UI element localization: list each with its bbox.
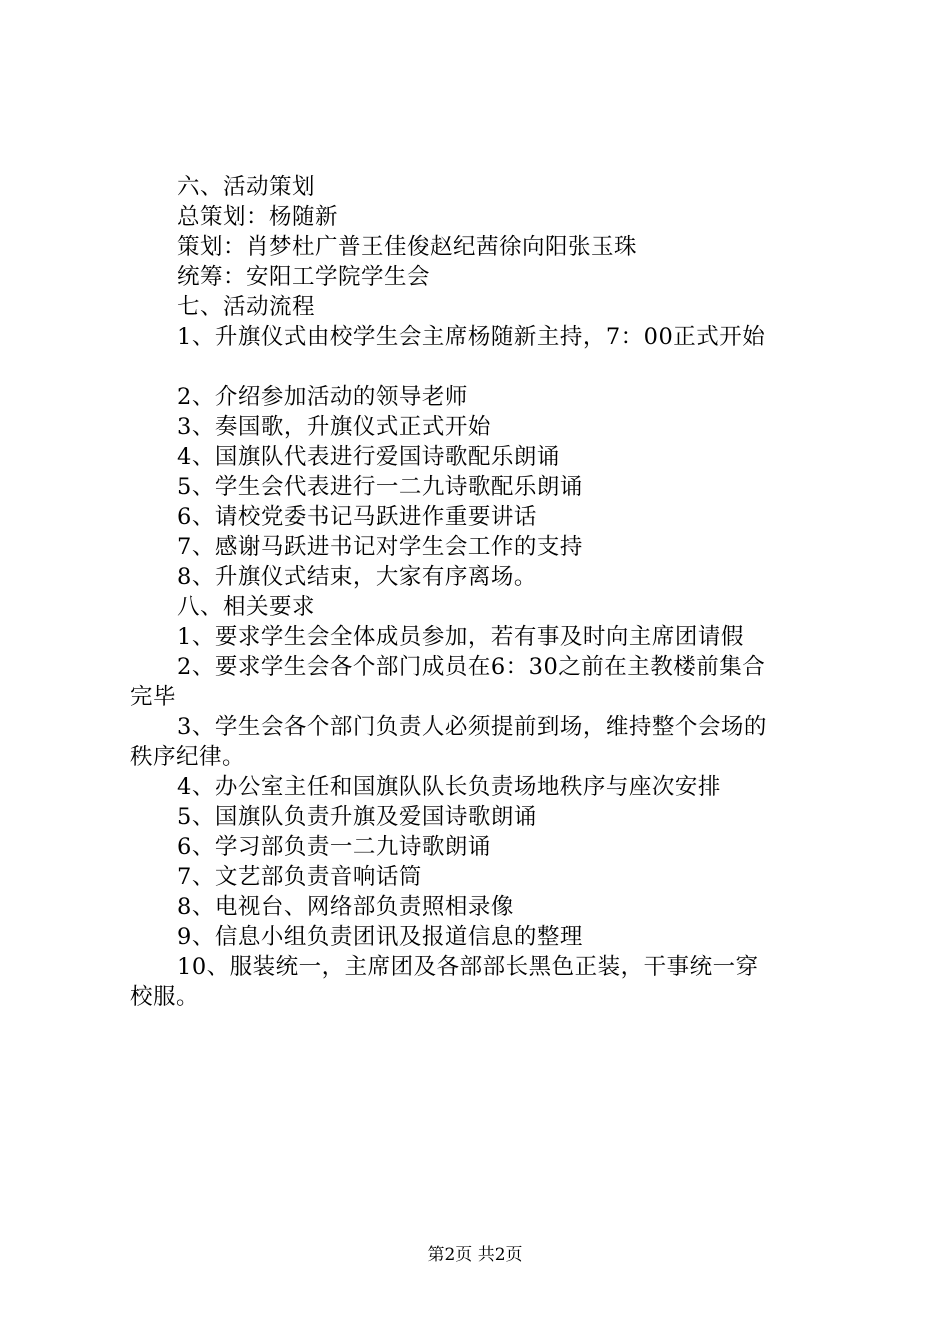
process-item: 2、介绍参加活动的领导老师: [177, 384, 468, 410]
requirement-item: 5、国旗队负责升旗及爱国诗歌朗诵: [177, 804, 537, 830]
requirement-item: 8、电视台、网络部负责照相录像: [177, 894, 514, 920]
process-item: 6、请校党委书记马跃进作重要讲话: [177, 504, 537, 530]
process-item: 8、升旗仪式结束，大家有序离场。: [177, 564, 537, 590]
section-heading-activity-process: 七、活动流程: [177, 294, 316, 320]
process-item: 3、奏国歌，升旗仪式正式开始: [177, 414, 491, 440]
planners-line: 策划：肖梦杜广普王佳俊赵纪茜徐向阳张玉珠: [177, 234, 638, 260]
process-item: 1、升旗仪式由校学生会主席杨随新主持，7：00正式开始: [177, 324, 766, 350]
process-item: 4、国旗队代表进行爱国诗歌配乐朗诵: [177, 444, 560, 470]
requirement-item: 10、服装统一，主席团及各部部长黑色正装，干事统一穿: [177, 954, 759, 980]
process-item: 7、感谢马跃进书记对学生会工作的支持: [177, 534, 583, 560]
requirement-item: 3、学生会各个部门负责人必须提前到场，维持整个会场的: [177, 714, 767, 740]
general-planner-line: 总策划：杨随新: [177, 204, 339, 230]
requirement-item-continuation: 秩序纪律。: [130, 744, 246, 770]
requirement-item: 2、要求学生会各个部门成员在6：30之前在主教楼前集合: [177, 654, 766, 680]
requirement-item: 1、要求学生会全体成员参加，若有事及时向主席团请假: [177, 624, 744, 650]
process-item: 5、学生会代表进行一二九诗歌配乐朗诵: [177, 474, 583, 500]
section-heading-activity-planning: 六、活动策划: [177, 174, 316, 200]
requirement-item-continuation: 完毕: [130, 684, 177, 710]
requirement-item: 7、文艺部负责音响话筒: [177, 864, 422, 890]
section-heading-requirements: 八、相关要求: [177, 594, 316, 620]
blank-line: [130, 352, 830, 382]
requirement-item: 4、办公室主任和国旗队队长负责场地秩序与座次安排: [177, 774, 721, 800]
requirement-item: 6、学习部负责一二九诗歌朗诵: [177, 834, 491, 860]
requirement-item: 9、信息小组负责团讯及报道信息的整理: [177, 924, 583, 950]
coordinator-line: 统筹：安阳工学院学生会: [177, 264, 431, 290]
page-number-footer: 第2页 共2页: [427, 1245, 523, 1265]
requirement-item-continuation: 校服。: [130, 984, 200, 1010]
document-body: [130, 172, 830, 1012]
